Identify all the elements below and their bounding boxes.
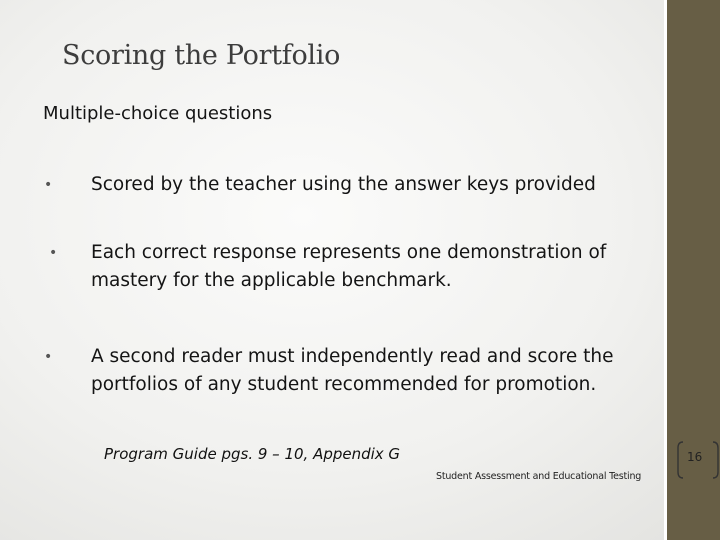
slide-subheading: Multiple-choice questions xyxy=(43,103,273,124)
page-number: 16 xyxy=(687,450,703,464)
footer-text: Student Assessment and Educational Testing xyxy=(436,471,642,482)
bullet-dot-icon: • xyxy=(44,177,53,193)
slide-title: Scoring the Portfolio xyxy=(62,40,341,71)
bullet-dot-icon: • xyxy=(44,349,53,365)
program-guide-reference: Program Guide pgs. 9 – 10, Appendix G xyxy=(104,445,401,463)
bullet-text: Scored by the teacher using the answer keys provided xyxy=(91,174,596,195)
bullet-text: A second reader must independently read and score the portfolios of any student recommended for promotion. xyxy=(91,346,614,395)
bullet-text: Each correct response represents one demonstration of mastery for the applicable benchmark. xyxy=(91,242,607,291)
bullet-dot-icon: • xyxy=(49,245,58,261)
